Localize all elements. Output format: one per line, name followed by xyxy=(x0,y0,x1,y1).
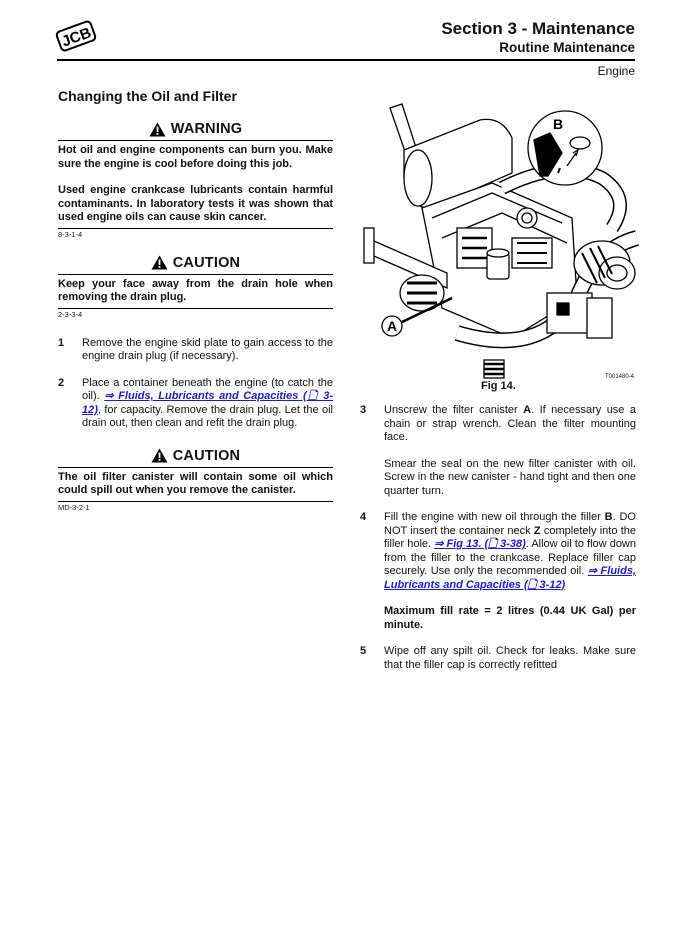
fluids-lubricants-link[interactable]: ⇒ Fluids, Lubricants and Capacities (🗋 3-12) xyxy=(384,565,636,591)
step-3 xyxy=(360,404,636,498)
step-text-part: . DO NOT insert the container neck xyxy=(384,511,636,537)
step-paragraph xyxy=(384,404,636,445)
svg-text:B: B xyxy=(552,116,564,132)
notice-paragraph: Used engine crankcase lubricants contain harmful contaminants. In laboratory tests it was shown that used engine oils can cause skin cancer. xyxy=(58,184,333,223)
left-column xyxy=(58,118,333,513)
notice-heading xyxy=(58,445,333,467)
caution-notice xyxy=(58,252,333,320)
step-number: 2 xyxy=(58,376,65,389)
step-paragraph: Smear the seal on the new filter canister with oil. Screw in the new canister - hand tight and then one quarter turn. xyxy=(384,457,636,497)
warning-triangle-icon xyxy=(151,255,168,270)
figure-caption: Fig 14. xyxy=(481,380,516,392)
subsection-title: Routine Maintenance xyxy=(499,40,635,55)
svg-text:A: A xyxy=(386,318,398,334)
topic-label: Engine xyxy=(597,64,635,78)
step-2 xyxy=(58,377,333,431)
warning-triangle-icon xyxy=(151,448,168,463)
notice-paragraph: Keep your face away from the drain hole when removing the drain plug. xyxy=(58,277,333,303)
hydraulic-pump xyxy=(547,293,612,338)
engine-mount xyxy=(484,360,504,378)
step-text xyxy=(384,511,636,632)
callout-reference: Z xyxy=(533,524,541,537)
notice-heading xyxy=(58,252,333,274)
filler-cap xyxy=(570,137,590,149)
warning-triangle-icon xyxy=(149,122,166,137)
notice-ref-code: 2-3-3-4 xyxy=(58,309,83,319)
notice-body xyxy=(58,140,333,229)
step-5 xyxy=(360,645,636,672)
notice-paragraph: Hot oil and engine components can burn you. Make sure the engine is cool before doing this job. xyxy=(58,144,333,170)
jcb-logo xyxy=(54,18,98,54)
callout-b-inset xyxy=(528,111,602,185)
step-text-part: . Allow oil to flow down from the filler to the crankcase. Replace filler cap securely. Use only the recommended oil. xyxy=(384,538,636,577)
svg-text:JCB: JCB xyxy=(59,24,94,51)
engine-figure xyxy=(362,98,642,383)
caution-notice xyxy=(58,445,333,513)
step-text-part: Place a container beneath the engine (to catch the oil). xyxy=(82,376,333,402)
notice-type: WARNING xyxy=(170,121,243,137)
callout-reference: A xyxy=(523,404,532,416)
notice-body xyxy=(58,274,333,309)
step-text xyxy=(384,404,636,498)
notice-type: CAUTION xyxy=(172,447,241,464)
step-1 xyxy=(58,337,333,364)
step-text-part: , for capacity. Remove the drain plug. Let the oil drain out, then clean and refit the drain plug. xyxy=(82,403,333,429)
step-text-part: . If necessary use a chain or strap wrench. Clean the filter mounting face. xyxy=(384,404,636,443)
page-title: Changing the Oil and Filter xyxy=(58,88,237,104)
notice-paragraph: The oil filter canister will contain some oil which could spill out when you remove the canister. xyxy=(58,470,333,496)
fluids-lubricants-link[interactable]: ⇒ Fluids, Lubricants and Capacities (🗋 3-12) xyxy=(82,390,333,416)
step-text: Remove the engine skid plate to gain access to the engine drain plug (if necessary). xyxy=(82,336,333,362)
notice-heading xyxy=(58,118,333,140)
step-paragraph xyxy=(384,511,636,592)
right-column xyxy=(360,404,636,672)
step-4 xyxy=(360,511,636,632)
warning-notice xyxy=(58,118,333,240)
step-text: Wipe off any spilt oil. Check for leaks. Make sure that the filler cap is correctly refitted xyxy=(384,645,636,671)
step-text-part: Unscrew the filter canister xyxy=(384,404,524,416)
step-text xyxy=(82,377,333,431)
notice-type: CAUTION xyxy=(172,254,241,271)
step-number: 4 xyxy=(360,511,367,523)
step-number: 1 xyxy=(58,336,65,349)
notice-ref-code: MD-3-2-1 xyxy=(58,502,90,512)
step-text-part: completely into the filler hole. xyxy=(384,524,636,550)
section-title: Section 3 - Maintenance xyxy=(441,19,635,38)
fig-13-link[interactable]: ⇒ Fig 13. (🗋 3-38) xyxy=(434,538,526,550)
step-number: 3 xyxy=(360,404,367,416)
header-divider xyxy=(57,59,635,61)
notice-body xyxy=(58,467,333,502)
step-text-part: Fill the engine with new oil through the filler xyxy=(384,511,605,523)
fill-rate-note: Maximum fill rate = 2 litres (0.44 UK Gal) per minute. xyxy=(384,605,636,631)
notice-ref-code: 8-3-1-4 xyxy=(58,229,83,239)
figure-code: T001480-4 xyxy=(605,374,635,380)
step-number: 5 xyxy=(360,645,367,657)
filter-canister xyxy=(487,249,509,279)
callout-reference: B xyxy=(604,511,613,523)
